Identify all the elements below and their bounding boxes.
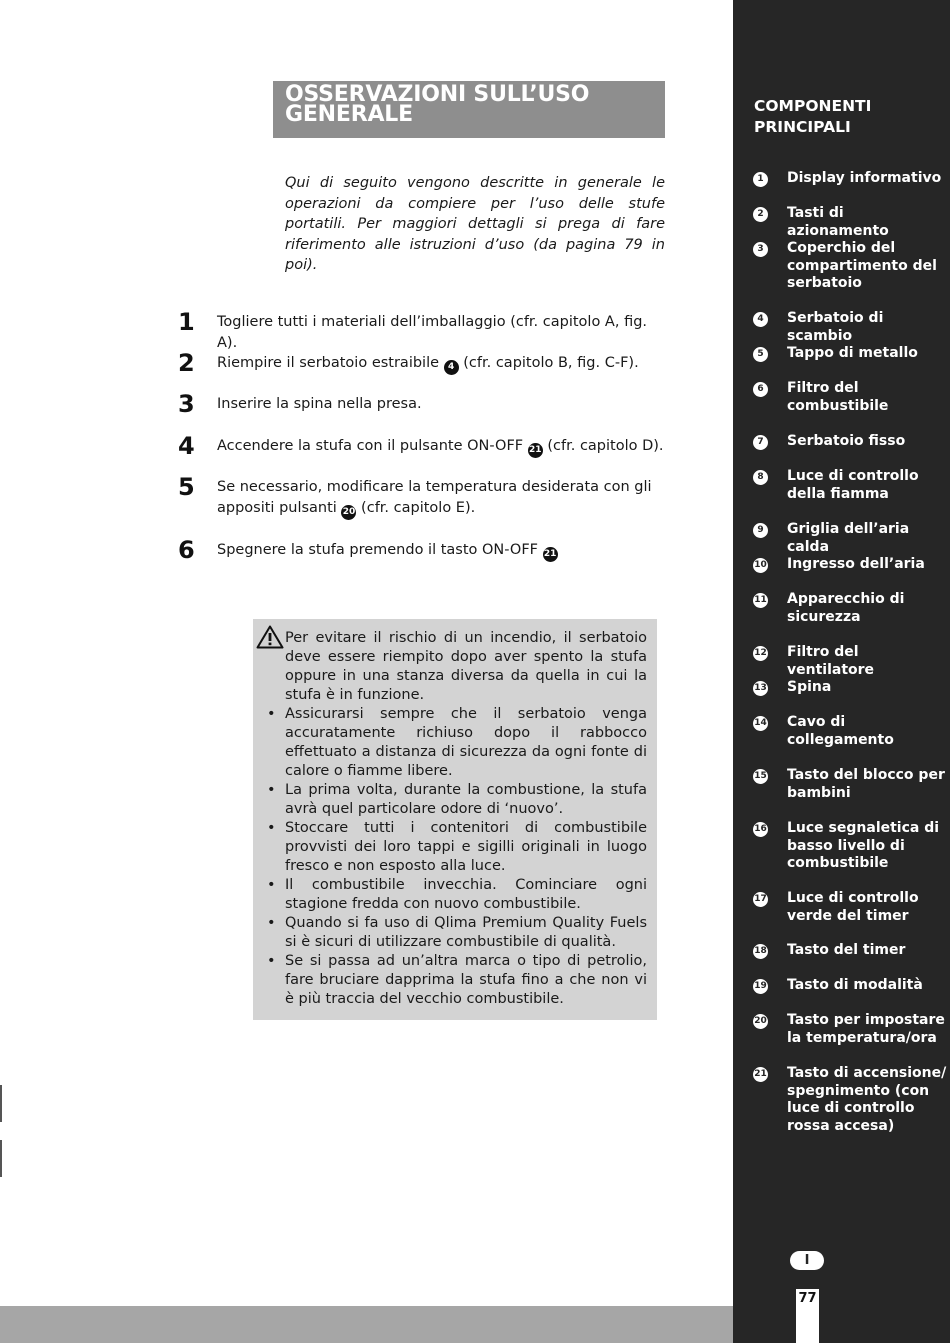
- warning-text: [267, 629, 647, 1009]
- step-text-part: Accendere la stufa con il pulsante ON-OFF: [217, 438, 528, 454]
- component-label: Spina: [787, 679, 832, 695]
- section-title: OSSERVAZIONI SULL’USO GENERALE: [285, 82, 590, 127]
- component-label: Luce di controllo verde del timer: [787, 890, 919, 924]
- sidebar-heading: [754, 96, 871, 138]
- component-ref-badge: 4: [444, 360, 459, 375]
- component-number-badge: 20: [753, 1014, 768, 1029]
- warning-bullet-item: [267, 952, 647, 1009]
- bullet-mark: •: [267, 915, 276, 931]
- component-label: Cavo di collegamento: [787, 714, 894, 748]
- warning-bullet-item: [267, 705, 647, 781]
- step-text-part: (cfr. capitolo E).: [356, 500, 476, 516]
- component-label: Luce di controllo della fiamma: [787, 468, 919, 502]
- component-number-badge: 4: [753, 312, 768, 327]
- component-number-badge: 18: [753, 944, 768, 959]
- component-number-badge: 14: [753, 716, 768, 731]
- page-number-box: [796, 1289, 819, 1343]
- component-label: Apparecchio di sicurezza: [787, 591, 905, 625]
- component-number-badge: 10: [753, 558, 768, 573]
- component-label: Display informativo: [787, 170, 942, 186]
- component-label: Luce segnaletica di basso livello di combustibile: [787, 820, 940, 871]
- warning-bullet-text: Se si passa ad un’altra marca o tipo di petrolio, fare bruciare dapprima la stufa fino a che non vi è più traccia del vecchio combustibile.: [285, 953, 647, 1007]
- intro-paragraph: Qui di seguito vengono descritte in generale le operazioni da compiere per l’uso delle stufe portatili. Per maggiori dettagli si prega di fare riferimento alle istruzioni d’uso (da pagina 79 in poi).: [285, 175, 665, 273]
- component-ref-badge: 21: [528, 443, 543, 458]
- warning-bullet-text: Stoccare tutti i contenitori di combustibile provvisti dei loro tappi e sigilli originali in luogo fresco e non esposto alla luce.: [285, 820, 647, 874]
- warning-triangle-icon: [256, 625, 284, 649]
- step-text: [217, 436, 667, 458]
- component-number-badge: 6: [753, 382, 768, 397]
- step-text-part: (cfr. capitolo B, fig. C-F).: [458, 355, 639, 371]
- bullet-mark: •: [267, 877, 276, 893]
- component-label: Tasto di accensione/ spegnimento (con luce di controllo rossa accesa): [787, 1065, 947, 1134]
- step-number: 5: [178, 473, 195, 501]
- warning-bullet-item: [267, 781, 647, 819]
- step-text: [217, 477, 667, 520]
- component-label: Coperchio del compartimento del serbatoio: [787, 240, 937, 291]
- component-number-badge: 17: [753, 892, 768, 907]
- bullet-mark: •: [267, 782, 276, 798]
- component-number-badge: 13: [753, 681, 768, 696]
- component-label: Tappo di metallo: [787, 345, 918, 361]
- step-text-part: Togliere tutti i materiali dell’imballaggio (cfr. capitolo A, fig. A).: [217, 314, 648, 351]
- component-number-badge: 8: [753, 470, 768, 485]
- step-number: 1: [178, 308, 195, 336]
- edge-mark: [0, 1085, 2, 1122]
- bottom-bar: [0, 1306, 733, 1343]
- component-label: Serbatoio fisso: [787, 433, 906, 449]
- warning-bullet-text: La prima volta, durante la combustione, la stufa avrà quel particolare odore di ‘nuovo’.: [285, 782, 647, 817]
- component-number-badge: 12: [753, 646, 768, 661]
- step-number: 3: [178, 390, 195, 418]
- step-text-part: Se necessario, modificare la temperatura desiderata con gli appositi pulsanti: [217, 479, 652, 516]
- component-label: Serbatoio di scambio: [787, 310, 884, 344]
- step-text-part: Riempire il serbatoio estraibile: [217, 355, 444, 371]
- language-badge: I: [790, 1251, 824, 1270]
- edge-mark: [0, 1140, 2, 1177]
- section-title-box: [273, 81, 665, 138]
- warning-bullet-text: Il combustibile invecchia. Cominciare ogni stagione fredda con nuovo combustibile.: [285, 877, 647, 912]
- component-ref-badge: 20: [341, 505, 356, 520]
- bullet-mark: •: [267, 820, 276, 836]
- warning-bullet-item: [267, 819, 647, 876]
- step-number: 6: [178, 536, 195, 564]
- step-text: [217, 394, 667, 415]
- component-number-badge: 9: [753, 523, 768, 538]
- component-label: Tasto del blocco per bambini: [787, 767, 945, 801]
- bullet-mark: •: [267, 706, 276, 722]
- component-label: Tasto del timer: [787, 942, 906, 958]
- step-number: 2: [178, 349, 195, 377]
- component-number-badge: 2: [753, 207, 768, 222]
- component-number-badge: 1: [753, 172, 768, 187]
- component-label: Filtro del ventilatore: [787, 644, 875, 678]
- page-number: 77: [798, 1291, 817, 1306]
- component-label: Tasto per impostare la temperatura/ora: [787, 1012, 945, 1046]
- sidebar-heading-line: PRINCIPALI: [754, 118, 851, 136]
- warning-bullet-text: Quando si fa uso di Qlima Premium Quality Fuels si è sicuri di utilizzare combustibile di qualità.: [285, 915, 647, 950]
- component-label: Griglia dell’aria calda: [787, 521, 910, 555]
- step-text-part: Inserire la spina nella presa.: [217, 396, 422, 412]
- component-ref-badge: 21: [543, 547, 558, 562]
- step-text: [217, 353, 667, 375]
- component-label: Tasto di modalità: [787, 977, 923, 993]
- sidebar-heading-line: COMPONENTI: [754, 97, 872, 115]
- component-number-badge: 21: [753, 1067, 768, 1082]
- warning-lead: Per evitare il rischio di un incendio, il serbatoio deve essere riempito dopo aver spento la stufa oppure in una stanza diversa da quella in cui la stufa è in funzione.: [285, 630, 647, 703]
- step-text: [217, 540, 667, 562]
- component-number-badge: 3: [753, 242, 768, 257]
- component-number-badge: 15: [753, 769, 768, 784]
- warning-bullets: [267, 705, 647, 1009]
- component-number-badge: 7: [753, 435, 768, 450]
- component-number-badge: 11: [753, 593, 768, 608]
- warning-bullet-item: [267, 914, 647, 952]
- component-label: Tasti di azionamento: [787, 205, 889, 239]
- component-label: Filtro del combustibile: [787, 380, 889, 414]
- warning-bullet-item: [267, 876, 647, 914]
- warning-box: [253, 619, 657, 1020]
- step-number: 4: [178, 432, 195, 460]
- component-number-badge: 16: [753, 822, 768, 837]
- bullet-mark: •: [267, 953, 276, 969]
- step-text: [217, 312, 667, 354]
- step-text-part: Spegnere la stufa premendo il tasto ON-OFF: [217, 542, 543, 558]
- component-number-badge: 19: [753, 979, 768, 994]
- step-text-part: (cfr. capitolo D).: [542, 438, 664, 454]
- warning-bullet-text: Assicurarsi sempre che il serbatoio venga accuratamente richiuso dopo il rabbocco effettuato a distanza di sicurezza da ogni fonte di calore o fiamme libere.: [285, 706, 647, 779]
- component-label: Ingresso dell’aria: [787, 556, 925, 572]
- component-number-badge: 5: [753, 347, 768, 362]
- components-sidebar: [733, 0, 950, 1343]
